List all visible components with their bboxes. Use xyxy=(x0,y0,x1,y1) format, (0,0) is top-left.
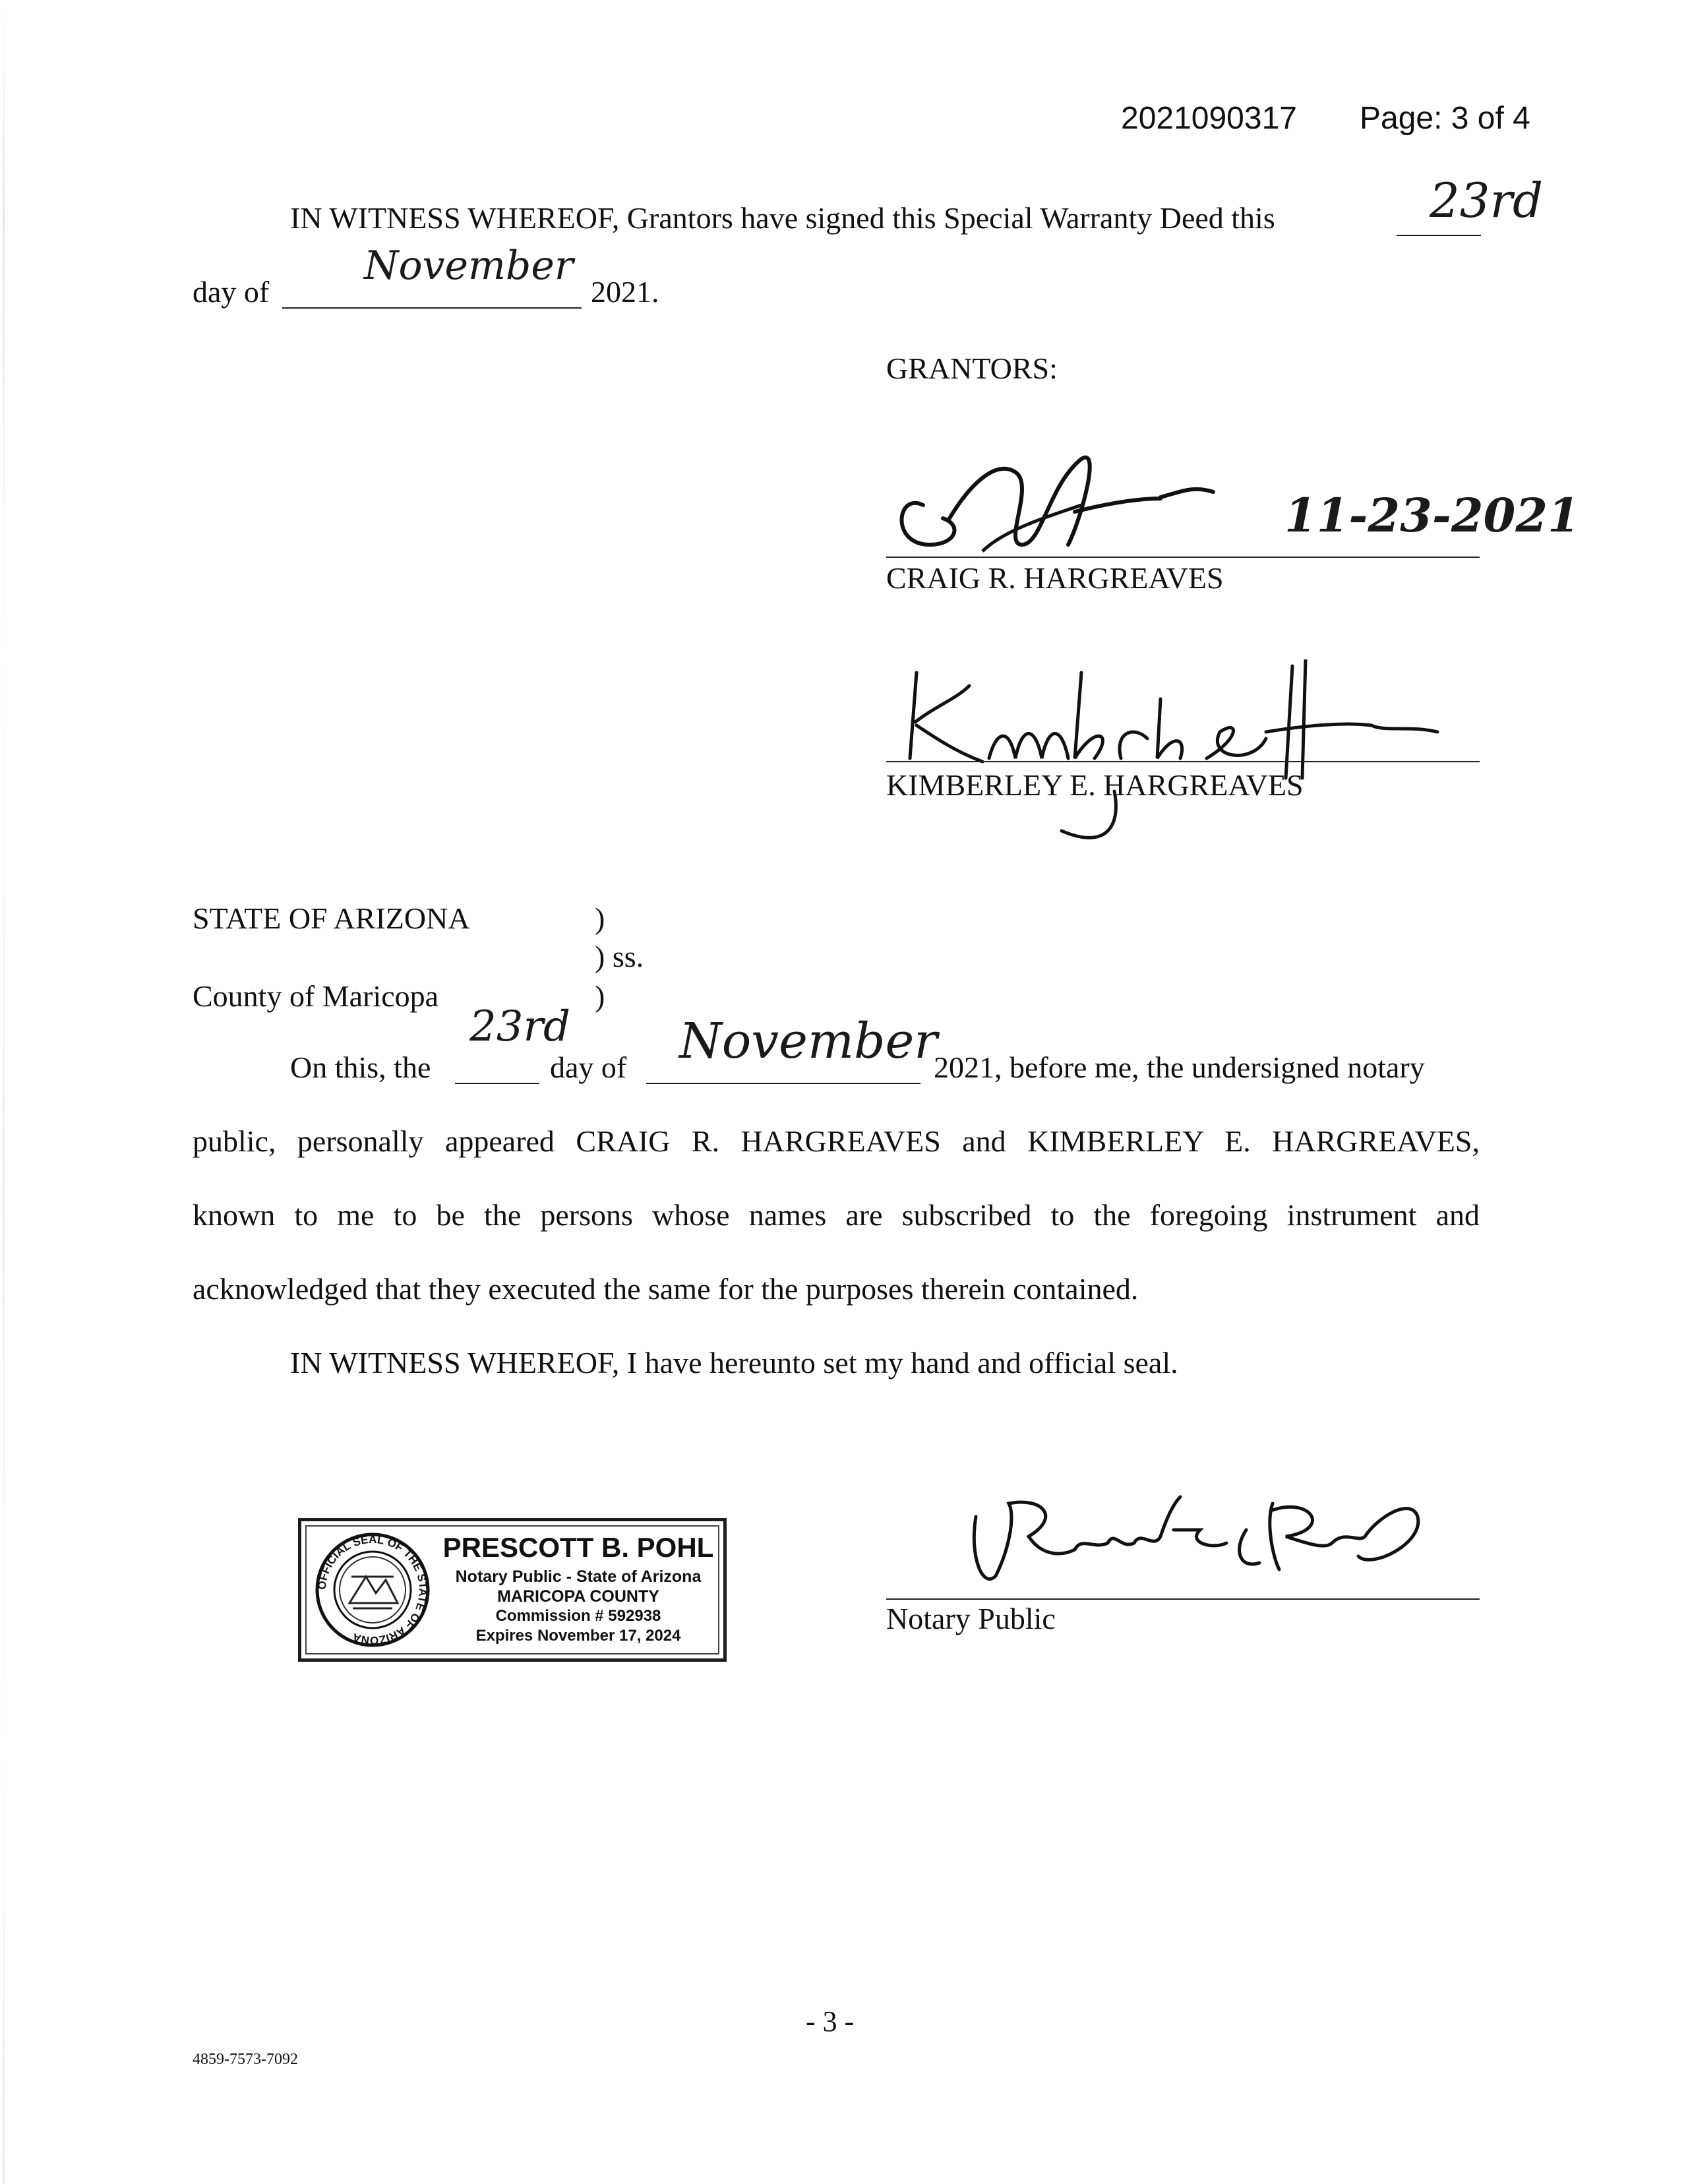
state-seal-emblem xyxy=(313,1531,432,1649)
ack-handwritten-month: November xyxy=(679,1013,938,1070)
ack-line-2: public, personally appeared CRAIG R. HARGREAVES and KIMBERLEY E. HARGREAVES, xyxy=(193,1124,1480,1158)
notary-signature-line xyxy=(886,1598,1480,1600)
handwritten-month: November xyxy=(364,243,574,289)
ack-handwritten-day: 23rd xyxy=(469,1002,570,1051)
year-text: 2021. xyxy=(591,275,659,309)
page-indicator: Page: 3 of 4 xyxy=(1360,101,1530,136)
seal-line-3: Commission # 592938 xyxy=(495,1607,661,1625)
grantors-witness-line: IN WITNESS WHEREOF, Grantors have signed this Special Warranty Deed this xyxy=(290,201,1275,235)
kimberley-signature xyxy=(897,659,1451,857)
ack-line1-tail: 2021, before me, the undersigned notary xyxy=(934,1050,1425,1084)
recording-number: 2021090317 xyxy=(1121,101,1297,136)
seal-line-1: Notary Public - State of Arizona xyxy=(455,1567,702,1586)
ack-line-3: known to me to be the persons whose names are subscribed to the foregoing instrument and xyxy=(193,1198,1480,1232)
ack-on-this: On this, the xyxy=(290,1050,431,1084)
venue-ss: ) ss. xyxy=(595,940,644,973)
seal-line-4: Expires November 17, 2024 xyxy=(475,1627,681,1645)
craig-signature-date: 11-23-2021 xyxy=(1284,488,1580,543)
venue-bracket-top: ) xyxy=(595,901,605,935)
seal-notary-name: PRESCOTT B. POHL xyxy=(442,1532,714,1563)
grantors-heading: GRANTORS: xyxy=(886,351,1058,385)
day-of-label: day of xyxy=(193,275,270,309)
ack-day-of: day of xyxy=(550,1050,627,1084)
venue-state: STATE OF ARIZONA xyxy=(193,901,470,935)
signature-line-kimberley xyxy=(886,761,1480,762)
notary-signature xyxy=(963,1477,1464,1602)
signer-kimberley-name: KIMBERLEY E. HARGREAVES xyxy=(886,768,1304,802)
day-blank-line xyxy=(1397,235,1481,236)
page-number: - 3 - xyxy=(806,2005,855,2038)
scan-edge-artifact xyxy=(3,0,5,2184)
seal-ring-text: OFFICIAL SEAL OF THE STATE OF ARIZONA xyxy=(315,1532,430,1647)
handwritten-day: 23rd xyxy=(1430,173,1544,228)
signer-craig-name: CRAIG R. HARGREAVES xyxy=(886,561,1224,595)
seal-line-2: MARICOPA COUNTY xyxy=(497,1587,659,1606)
venue-county: County of Maricopa xyxy=(193,979,439,1013)
ack-month-blank xyxy=(646,1083,920,1084)
notary-public-label: Notary Public xyxy=(886,1602,1056,1635)
ack-day-blank xyxy=(455,1083,539,1084)
notary-seal-stamp xyxy=(298,1518,727,1662)
craig-signature xyxy=(884,446,1253,558)
ack-line-4: acknowledged that they executed the same for the purposes therein contained. xyxy=(193,1272,1139,1306)
signature-line-craig xyxy=(886,557,1480,558)
document-id: 4859-7573-7092 xyxy=(193,2051,298,2068)
notary-witness-line: IN WITNESS WHEREOF, I have hereunto set my hand and official seal. xyxy=(290,1346,1178,1380)
month-blank-line xyxy=(282,307,582,309)
venue-bracket-bottom: ) xyxy=(595,979,605,1013)
